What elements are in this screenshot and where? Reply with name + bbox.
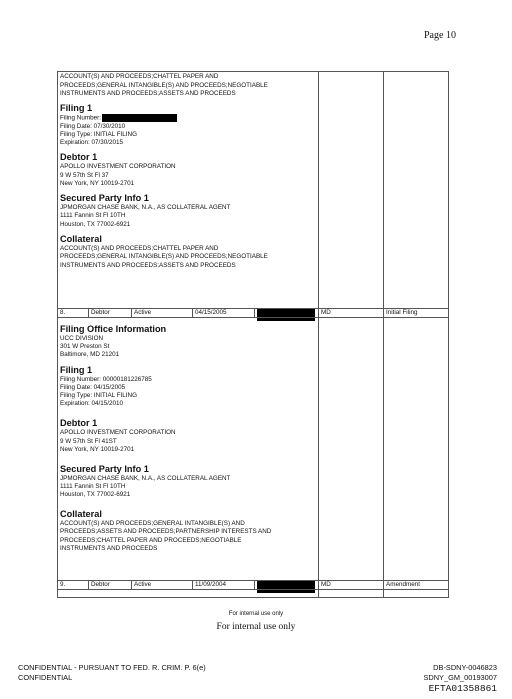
row-date: 04/15/2005 xyxy=(195,309,227,316)
continued-collateral xyxy=(60,73,318,99)
cell-divider xyxy=(254,580,255,589)
debtor-name: APOLLO INVESTMENT CORPORATION xyxy=(60,163,176,171)
secured-party-street: 1111 Fannin St Fl 10TH xyxy=(60,483,126,491)
collateral-line: ACCOUNT(S) AND PROCEEDS;CHATTEL PAPER AND xyxy=(60,73,219,80)
cell-divider xyxy=(192,580,193,589)
office-name: UCC DIVISION xyxy=(60,335,104,342)
efta-number: EFTA01358861 xyxy=(428,683,497,694)
filing-date: Filing Date: 04/15/2005 xyxy=(60,383,126,391)
cell-divider xyxy=(88,580,89,589)
filing-office-heading: Filing Office Information xyxy=(60,324,167,334)
debtor-street: 9 W 57th St Fl 41ST xyxy=(60,437,117,445)
filing-type: Filing Type: INITIAL FILING xyxy=(60,131,137,139)
debtor-name: APOLLO INVESTMENT CORPORATION xyxy=(60,429,176,437)
filing-type: Filing Type: INITIAL FILING xyxy=(60,392,137,400)
row-filing-kind: Amendment xyxy=(386,581,420,588)
office-street: 301 W Preston St xyxy=(60,343,110,351)
debtor-city: New York, NY 10019-2701 xyxy=(60,445,135,453)
filing-expiration: Expiration: 04/15/2010 xyxy=(60,400,124,408)
row-date: 11/09/2004 xyxy=(195,581,227,588)
debtor-heading: Debtor 1 xyxy=(60,152,98,163)
page-number: Page 10 xyxy=(424,30,456,41)
filing-date: Filing Date: 07/30/2010 xyxy=(60,122,126,130)
row-index: 9. xyxy=(60,581,66,588)
row-divider xyxy=(58,317,448,318)
cell-divider xyxy=(131,308,132,317)
collateral-line: INSTRUMENTS AND PROCEEDS;ASSETS AND PROCEEDS xyxy=(60,90,236,97)
redaction-bar xyxy=(257,581,315,593)
collateral-line: INSTRUMENTS AND PROCEEDS;ASSETS AND PROCEEDS xyxy=(60,261,236,269)
collateral-line: PROCEEDS;GENERAL INTANGIBLE(S) AND PROCEEDS;NEGOTIABLE xyxy=(60,253,268,261)
bates-number: DB-SDNY-0046823 xyxy=(433,663,497,672)
debtor-heading: Debtor 1 xyxy=(60,418,98,429)
secured-party-heading: Secured Party Info 1 xyxy=(60,464,149,475)
redaction-bar xyxy=(102,114,177,122)
ucc-filings-table xyxy=(57,71,449,598)
bates-number-secondary: SDNY_GM_00193007 xyxy=(423,673,497,682)
secured-party-name: JPMORGAN CHASE BANK, N.A., AS COLLATERAL AGENT xyxy=(60,475,231,483)
debtor-city: New York, NY 10019-2701 xyxy=(60,179,135,187)
row-status: Active xyxy=(134,309,152,316)
collateral-heading: Collateral xyxy=(60,508,102,519)
cell-divider xyxy=(254,308,255,317)
row-role: Debtor xyxy=(91,581,110,588)
secured-party-street: 1111 Fannin St Fl 10TH xyxy=(60,212,126,220)
column-divider xyxy=(383,72,384,597)
office-city: Baltimore, MD 21201 xyxy=(60,351,120,359)
row-index: 8. xyxy=(60,309,66,316)
internal-use-note-serif: For internal use only xyxy=(216,622,296,632)
row-status: Active xyxy=(134,581,152,588)
filing-heading: Filing 1 xyxy=(60,364,93,375)
filing-number: Filing Number: 00000181226785 xyxy=(60,375,152,383)
cell-divider xyxy=(192,308,193,317)
collateral-heading: Collateral xyxy=(60,233,102,244)
collateral-line: PROCEEDS;CHATTEL PAPER AND PROCEEDS;NEGOTIABLE xyxy=(60,536,242,544)
row-divider xyxy=(58,589,448,590)
secured-party-city: Houston, TX 77002-6921 xyxy=(60,220,131,228)
row-state: MD xyxy=(321,309,331,316)
summary-row-9 xyxy=(58,580,448,589)
secured-party-heading: Secured Party Info 1 xyxy=(60,193,149,204)
column-divider xyxy=(318,72,319,597)
row-role: Debtor xyxy=(91,309,110,316)
collateral-line: ACCOUNT(S) AND PROCEEDS;GENERAL INTANGIBLE(S) AND xyxy=(60,519,245,527)
row-filing-kind: Initial Filing xyxy=(386,309,418,316)
record-2-details xyxy=(60,324,318,554)
row-state: MD xyxy=(321,581,331,588)
collateral-line: PROCEEDS;ASSETS AND PROCEEDS;PARTNERSHIP INTERESTS AND xyxy=(60,528,272,536)
collateral-line: INSTRUMENTS AND PROCEEDS xyxy=(60,545,158,553)
secured-party-city: Houston, TX 77002-6921 xyxy=(60,491,131,499)
record-1-details xyxy=(60,103,318,270)
collateral-line: ACCOUNT(S) AND PROCEEDS;CHATTEL PAPER AND xyxy=(60,244,219,252)
redaction-bar xyxy=(257,309,315,321)
confidential-label: CONFIDENTIAL xyxy=(18,673,73,682)
internal-use-note: For internal use only xyxy=(228,611,284,617)
cell-divider xyxy=(131,580,132,589)
debtor-street: 9 W 57th St Fl 37 xyxy=(60,171,109,179)
secured-party-name: JPMORGAN CHASE BANK, N.A., AS COLLATERAL AGENT xyxy=(60,204,231,212)
filing-heading: Filing 1 xyxy=(60,103,93,113)
confidential-notice: CONFIDENTIAL - PURSUANT TO FED. R. CRIM. P. 6(e) xyxy=(18,663,206,672)
collateral-line: PROCEEDS;GENERAL INTANGIBLE(S) AND PROCEEDS;NEGOTIABLE xyxy=(60,81,268,89)
filing-number: Filing Number: xyxy=(60,114,318,123)
summary-row-8 xyxy=(58,308,448,317)
filing-expiration: Expiration: 07/30/2015 xyxy=(60,139,124,147)
cell-divider xyxy=(88,308,89,317)
